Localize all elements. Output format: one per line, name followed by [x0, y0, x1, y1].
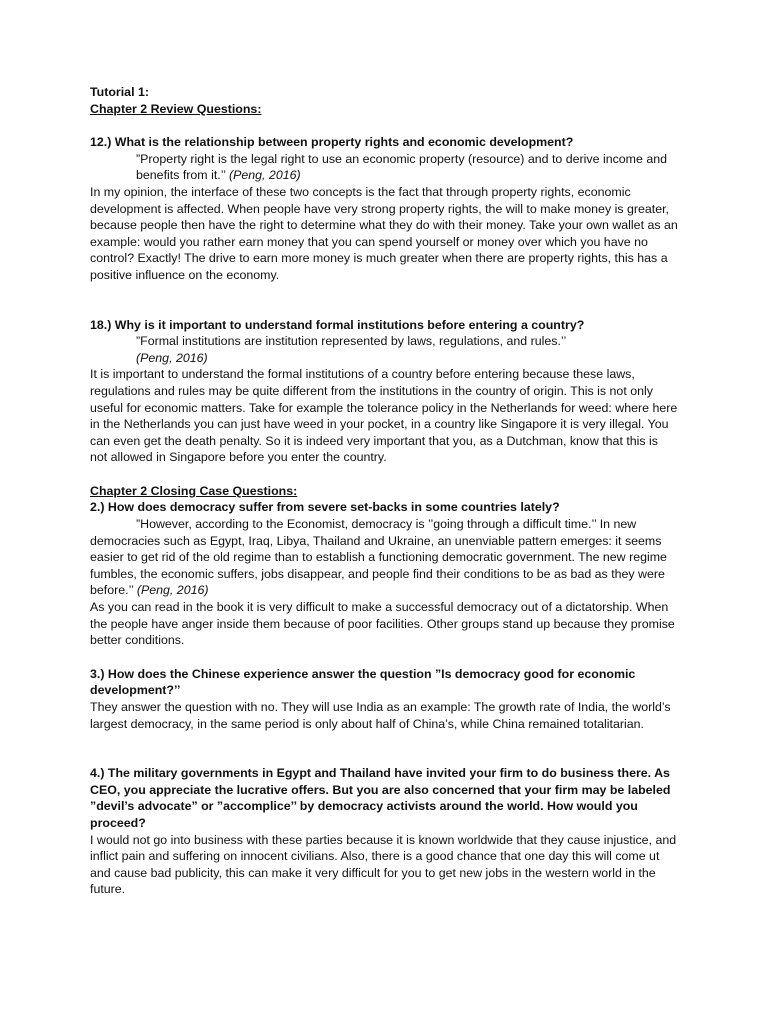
answer-18: It is important to understand the formal institutions of a country before entering because these laws, regulations and rules may be quite different from the institutions in the country of origin. This is not only useful for economic matters. Take for example the tolerance policy in the Netherlands for weed: where here in the Netherlands you can just have weed in your pocket, in a country like Singapore it is very illegal. You can even get the death penalty. So it is indeed very important that you, as a Dutchman, know that this is not allowed in Singapore before you enter the country.: [90, 367, 678, 465]
citation-18: (Peng, 2016): [136, 350, 208, 365]
answer-3: They answer the question with no. They will use India as an example: The growth rate of India, the world’s largest democracy, in the same period is only about half of China’s, while China remained totalitarian.: [90, 700, 671, 731]
section-heading-closing: Chapter 2 Closing Case Questions:: [90, 483, 298, 498]
answer-12: In my opinion, the interface of these two concepts is the fact that through property rights, economic development is affected. When people have very strong property rights, the will to make money is greater, because people then have the right to determine what they do with their money. Take your own wallet as an example: would you rather earn money that you can spend yourself or money over which you have no control? Exactly! The drive to earn more money is much greater when there are property rights, this has a positive influence on the economy.: [90, 184, 678, 282]
citation: (Peng, 2016): [136, 583, 209, 598]
question-12: 12.) What is the relationship between property rights and economic development?: [90, 135, 574, 150]
quote-18: ”Formal institutions are institution represented by laws, regulations, and rules.’’: [136, 334, 567, 349]
document-title: Tutorial 1:: [90, 85, 149, 99]
quote-text: ”Property right is the legal right to use an economic property (resource) and to derive income and benefits from it.’’: [136, 151, 668, 183]
quote-12: [90, 151, 678, 184]
citation: (Peng, 2016): [228, 168, 301, 183]
quote-2: [90, 516, 678, 599]
question-2: 2.) How does democracy suffer from severe set-backs in some countries lately?: [90, 500, 560, 515]
question-3: 3.) How does the Chinese experience answer the question ”Is democracy good for economic development?’’: [90, 666, 636, 698]
question-18: 18.) Why is it important to understand formal institutions before entering a country?: [90, 317, 585, 332]
answer-2: As you can read in the book it is very difficult to make a successful democracy out of a dictatorship. When the people have anger inside them because of poor facilities. Other groups stand up because they promise better conditions.: [90, 600, 675, 648]
quote-text: ”However, according to the Economist, democracy is ’’going through a difficult time.’’ In new democracies such as Egypt, Iraq, Libya, Thailand and Ukraine, an unenviable pattern emerges: it seems easier to get rid of the old regime than to establish a functioning democratic government. The new regime fumbles, the economic suffers, jobs disappear, and people find their conditions to be as bad as they were before.’’: [90, 517, 667, 598]
question-4: 4.) The military governments in Egypt and Thailand have invited your firm to do business there. As CEO, you appreciate the lucrative offers. But you are also concerned that your firm may be labeled ”devil’s advocate” or ”accomplice’’ by democracy activists around the world. How would you proceed?: [90, 766, 671, 830]
answer-4: I would not go into business with these parties because it is known worldwide that they cause injustice, and inflict pain and suffering on innocent civilians. Also, there is a good chance that one day this will come ut and cause bad publicity, this can make it very difficult for you to get new jobs in the western world in the future.: [90, 832, 677, 897]
section-heading-review: Chapter 2 Review Questions:: [90, 101, 262, 116]
